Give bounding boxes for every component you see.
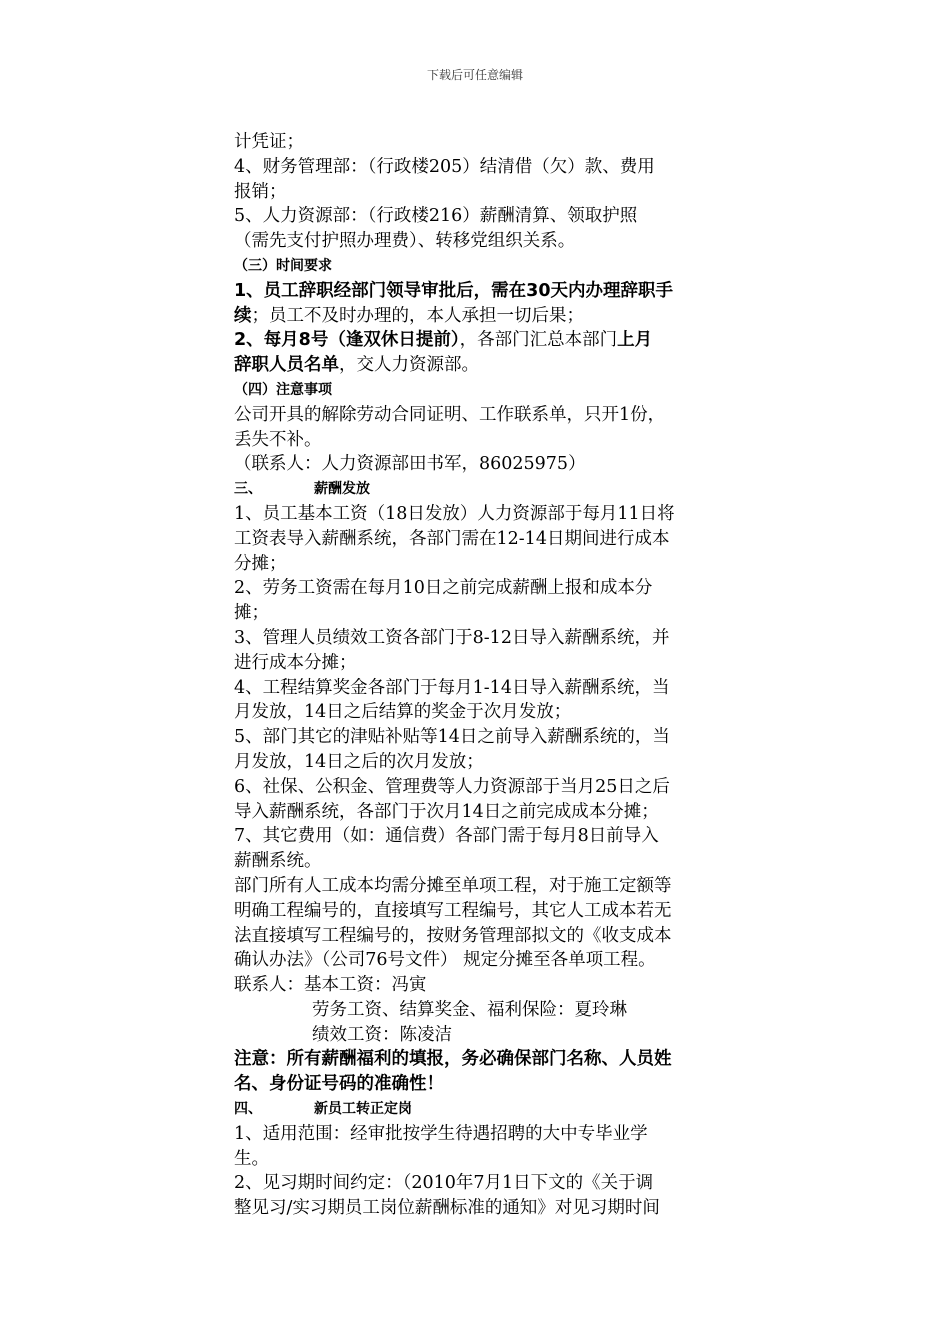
contact-line: 劳务工资、结算奖金、福利保险：夏玲琳 (312, 999, 627, 1020)
text-line: 摊； (234, 603, 269, 624)
contact-line: 联系人：基本工资：冯寅 (234, 975, 427, 996)
warning-line: 名、身份证号码的准确性！ (234, 1074, 444, 1095)
text-line: 4、工程结算奖金各部门于每月1-14日导入薪酬系统，当 (234, 677, 670, 698)
bold-span: 每月8号（逢双休日提前） (263, 330, 460, 351)
text-line: 1、员工基本工资（18日发放）人力资源部于每月11日将 (234, 503, 675, 524)
text-line: 2、见习期时间约定：（2010年7月1日下文的《关于调 (234, 1173, 654, 1194)
text-line: 7、其它费用（如：通信费）各部门需于每月8日前导入 (234, 826, 659, 847)
bold-span: 上月 (617, 330, 653, 351)
text-line: 月发放，14日之后结算的奖金于次月发放； (234, 702, 572, 723)
text-span: ，各部门汇总本部门 (459, 330, 618, 351)
text-line: 明确工程编号的，直接填写工程编号，其它人工成本若无 (234, 900, 672, 921)
section-title: 新员工转正定岗 (314, 1101, 412, 1118)
bold-span: 2、 (234, 330, 264, 351)
contact-line: 绩效工资：陈凌洁 (312, 1024, 452, 1045)
text-line (234, 328, 724, 353)
section-heading-salary (234, 477, 724, 502)
section-heading-time: （三）时间要求 (234, 257, 332, 274)
text-line: 1、员工辞职经部门领导审批后，需在30天内办理辞职手 (234, 280, 674, 301)
section-title: 薪酬发放 (314, 481, 370, 498)
text-line: 分摊； (234, 553, 287, 574)
document-body (234, 130, 724, 1221)
text-line: 2、劳务工资需在每月10日之前完成薪酬上报和成本分 (234, 578, 653, 599)
text-line: 法直接填写工程编号的，按财务管理部拟文的《收支成本 (234, 925, 672, 946)
text-line: 5、人力资源部：（行政楼216）薪酬清算、领取护照 (234, 206, 638, 227)
text-line: 丢失不补。 (234, 429, 322, 450)
text-line: 3、管理人员绩效工资各部门于8-12日导入薪酬系统，并 (234, 627, 670, 648)
section-number: 三、 (234, 481, 262, 498)
section-heading-newstaff (234, 1097, 724, 1122)
text-line: 薪酬系统。 (234, 851, 322, 872)
text-line: 6、社保、公积金、管理费等人力资源部于当月25日之后 (234, 776, 670, 797)
section-number: 四、 (234, 1101, 262, 1118)
bold-span: 续 (234, 305, 252, 326)
text-line: 4、财务管理部：（行政楼205）结清借（欠）款、费用 (234, 156, 655, 177)
text-line (234, 304, 724, 329)
bold-span: 辞职人员名单 (234, 355, 339, 376)
text-line: 确认办法》（公司76号文件） 规定分摊至各单项工程。 (234, 950, 656, 971)
text-line: 1、适用范围：经审批按学生待遇招聘的大中专毕业学 (234, 1123, 648, 1144)
text-line: 整见习/实习期员工岗位薪酬标准的通知》对见习期时间 (234, 1198, 660, 1219)
text-span: ，交人力资源部。 (339, 355, 479, 376)
text-line: 进行成本分摊； (234, 652, 357, 673)
text-line: （联系人：人力资源部田书军，86025975） (234, 454, 586, 475)
warning-line: 注意：所有薪酬福利的填报，务必确保部门名称、人员姓 (234, 1049, 672, 1070)
text-line: 报销； (234, 181, 287, 202)
text-line: 工资表导入薪酬系统，各部门需在12-14日期间进行成本 (234, 528, 670, 549)
text-line: 公司开具的解除劳动合同证明、工作联系单，只开1份， (234, 404, 666, 425)
text-line: （需先支付护照办理费）、转移党组织关系。 (234, 231, 576, 252)
text-line: 月发放，14日之后的次月发放； (234, 751, 484, 772)
text-line: 计凭证； (234, 132, 304, 152)
text-line: 生。 (234, 1148, 269, 1169)
text-line: 5、部门其它的津贴补贴等14日之前导入薪酬系统的，当 (234, 727, 670, 748)
text-line: 部门所有人工成本均需分摊至单项工程，对于施工定额等 (234, 875, 672, 896)
page-header: 下载后可任意编辑 (426, 68, 523, 82)
section-heading-notes: （四）注意事项 (234, 381, 332, 398)
text-line (234, 353, 724, 378)
text-span: ；员工不及时办理的，本人承担一切后果； (251, 305, 584, 326)
text-line: 导入薪酬系统，各部门于次月14日之前完成成本分摊； (234, 801, 659, 822)
